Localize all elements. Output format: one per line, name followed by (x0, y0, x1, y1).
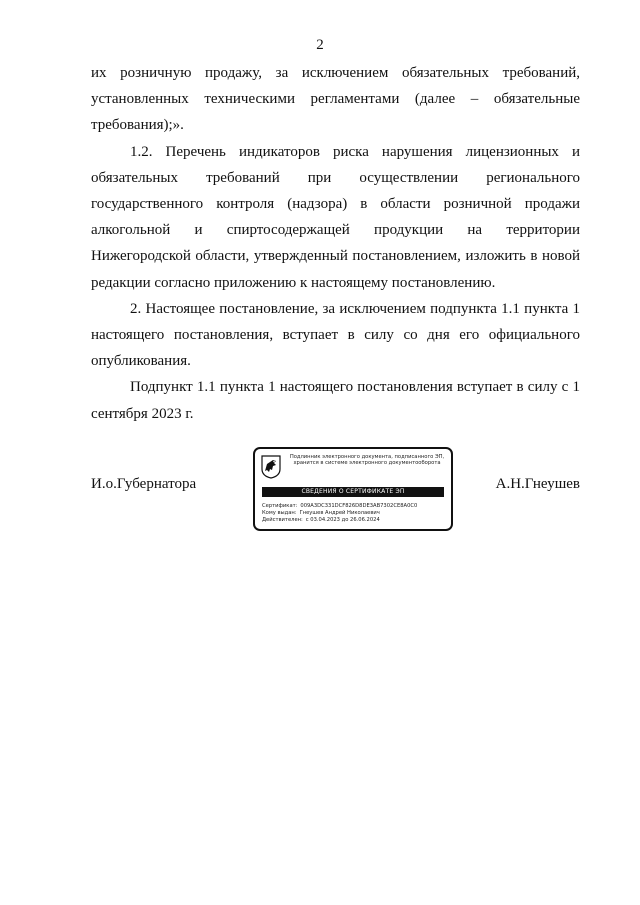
signatory-name: А.Н.Гнеушев (495, 476, 580, 492)
validity-line (262, 517, 447, 524)
nizhny-novgorod-coat-of-arms-icon (261, 455, 281, 479)
validity-value: с 03.04.2023 до 26.06.2024 (305, 517, 380, 524)
issued-to-label: Кому выдан: (262, 510, 297, 517)
page-number: 2 (316, 37, 324, 53)
paragraph-1-2: 1.2. Перечень индикаторов риска нарушения лицензионных и обязательных требований при осуществлении регионального государственного контроля (надзора) в области розничной продажи алкогольной и спиртосодержащей продукции на территории Нижегородской области, утвержденный постановлением, изложить в новой редакции согласно приложению к настоящему постановлению. (91, 143, 580, 291)
paragraph-effective-date: Подпункт 1.1 пункта 1 настоящего постановления вступает в силу с 1 сентября 2023 г. (91, 379, 580, 422)
signatory-position: И.о.Губернатора (91, 476, 197, 492)
stamp-header: Подлинник электронного документа, подписанного ЭП, хранится в системе электронного документооборота (289, 454, 445, 467)
document-body (91, 60, 580, 427)
stamp-details (262, 503, 447, 525)
stamp-title: СВЕДЕНИЯ О СЕРТИФИКАТЕ ЭП (262, 487, 444, 497)
issued-to-value: Гнеушев Андрей Николаевич (299, 510, 380, 517)
certificate-label: Сертификат: (262, 503, 298, 509)
paragraph-continuation: их розничную продажу, за исключением обязательных требований, установленных техническими регламентами (далее – обязательные требования);». (91, 65, 580, 134)
paragraph-2: 2. Настоящее постановление, за исключением подпункта 1.1 пункта 1 настоящего постановления, вступает в силу со дня его официального опубликования. (91, 300, 580, 370)
certificate-value: 009A3DC331DCF826D8DE3AB7302CE8A0C0 (300, 503, 418, 509)
electronic-signature-stamp (253, 447, 453, 531)
validity-label: Действителен: (262, 517, 303, 524)
